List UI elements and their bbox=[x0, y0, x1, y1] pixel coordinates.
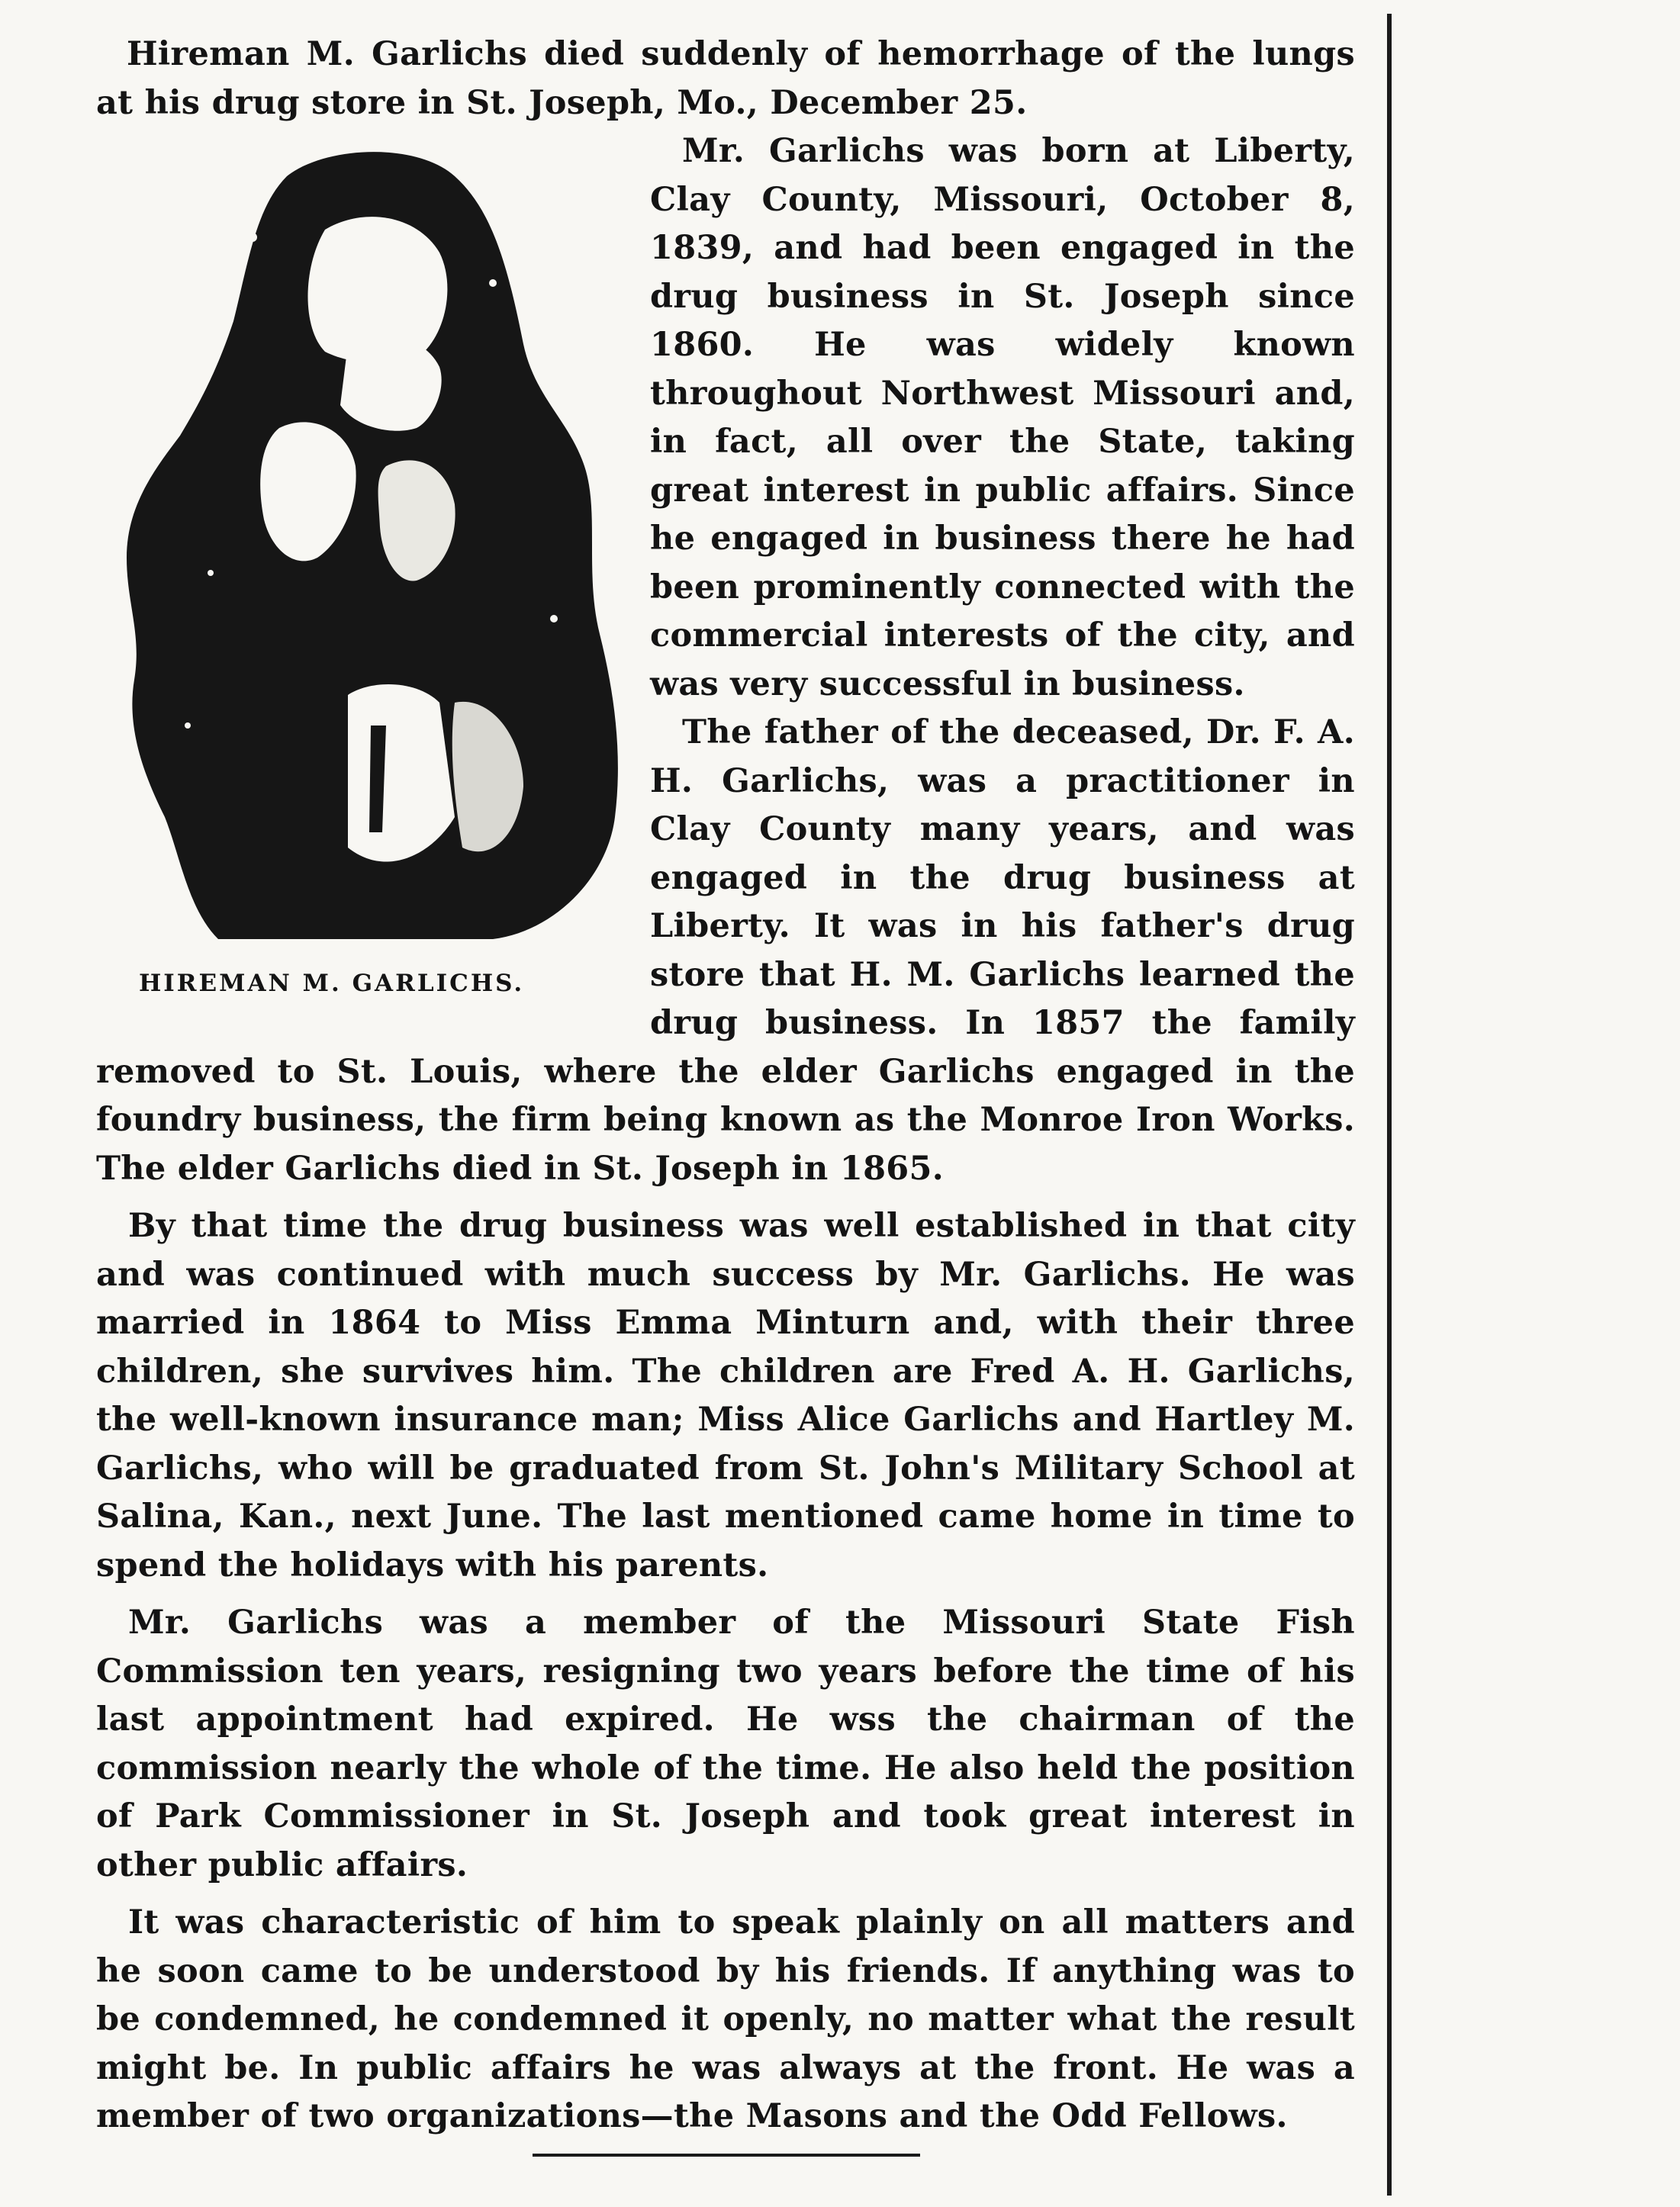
lead-text: died suddenly of hemorrhage of the lungs at his drug store in St. Joseph, Mo., December 25. bbox=[96, 35, 1355, 122]
obituary-article bbox=[96, 31, 1355, 2141]
paragraph-family: By that time the drug business was well established in that city and was continued with much success by Mr. Garlichs. He was married in 1864 to Miss Emma Minturn and, with their three children, she survives him. The children are Fred A. H. Garlichs, the well-known insurance man; Miss Alice Garlichs and Hartley M. Garlichs, who will be graduated from St. John's Military School at Salina, Kan., next June. The last mentioned came home in time to spend the holidays with his parents. bbox=[96, 1207, 1355, 1584]
portrait-figure bbox=[96, 127, 623, 1026]
paragraph-father: The father of the deceased, Dr. F. A. H. Garlichs, was a practitioner in Clay County many years, and was engaged in the drug business at Liberty. It was in his father's drug store that H. M. Garlichs learned the drug business. In 1857 the family removed to St. Louis, where the elder Garlichs engaged in the foundry business, the firm being known as the Monroe Iron Works. The elder Garlichs died in St. Joseph in 1865. bbox=[96, 713, 1355, 1188]
end-rule bbox=[533, 2154, 920, 2157]
lead-name: Hireman M. Garlichs bbox=[127, 35, 528, 73]
paragraph-commission: Mr. Garlichs was a member of the Missouri State Fish Commission ten years, resigning two years before the time of his last appointment had expired. He wss the chairman of the commission nearly the whole of the time. He also held the position of Park Commissioner in St. Joseph and took great interest in other public affairs. bbox=[96, 1604, 1355, 1884]
column-rule bbox=[1387, 14, 1392, 2196]
photo-caption: HIREMAN M. GARLICHS. bbox=[139, 970, 525, 997]
paragraph-character: It was characteristic of him to speak plainly on all matters and he soon came to be understood by his friends. If anything was to be condemned, he condemned it openly, no matter what the result might be. In public affairs he was always at the front. He was a member of two organizations—the Masons and the Odd Fellows. bbox=[96, 1903, 1355, 2135]
portrait-photo bbox=[96, 146, 623, 947]
paragraph-birth: Mr. Garlichs was born at Liberty, Clay County, Missouri, October 8, 1839, and had been engaged in the drug business in St. Joseph since 1860. He was widely known throughout Northwest Missouri and, in fact, all over the State, taking great interest in public affairs. Since he engaged in business there he had been prominently connected with the commercial interests of the city, and was very successful in business. bbox=[650, 132, 1355, 703]
lead-paragraph bbox=[96, 31, 1355, 127]
